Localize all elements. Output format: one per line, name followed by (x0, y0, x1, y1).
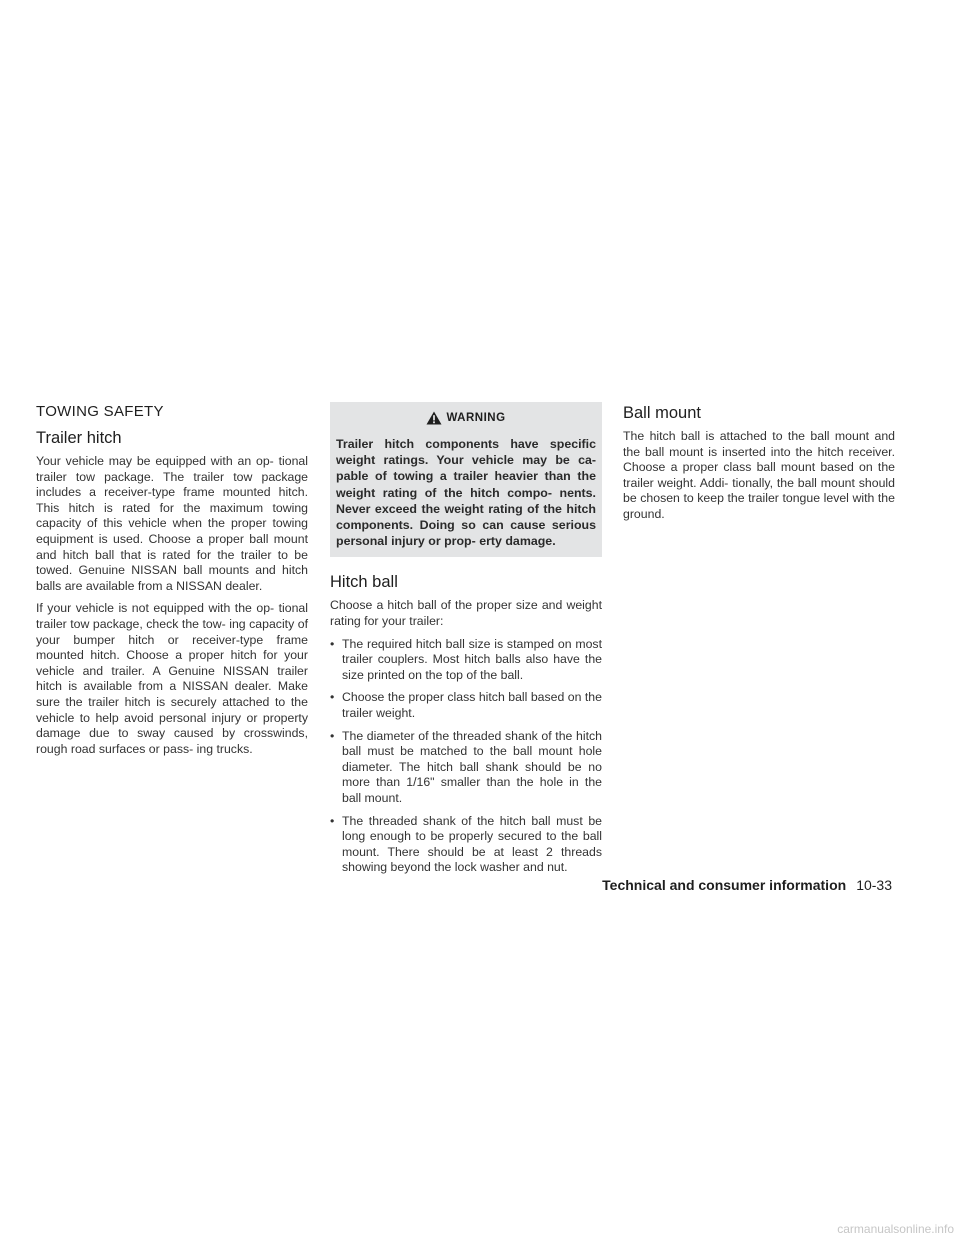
list-item: • The required hitch ball size is stamped on most trailer couplers. Most hitch balls also have the size printed on the top of the ball. (330, 637, 602, 684)
section-title: TOWING SAFETY (36, 403, 164, 420)
warning-label: WARNING (446, 412, 506, 424)
warning-triangle-icon (426, 411, 442, 425)
column-right (623, 402, 895, 530)
page-number: 10-33 (856, 877, 892, 893)
list-item: • Choose the proper class hitch ball based on the trailer weight. (330, 690, 602, 721)
list-item: • The diameter of the threaded shank of the hitch ball must be matched to the ball mount hole diameter. The hitch ball shank should be no more than 1/16" smaller than the hole in the ball mount. (330, 729, 602, 807)
paragraph-trailer-hitch-2: If your vehicle is not equipped with the op- tional trailer tow package, check the tow- ing capacity of your bumper hitch or receiver-type frame mounted hitch. Choose a proper hitch for your vehicle and trailer. A Genuine NISSAN trailer hitch is available from a NISSAN dealer. Make sure the trailer hitch is securely attached to the vehicle to help avoid personal injury or property damage due to sway caused by crosswinds, rough road surfaces or pass- ing trucks. (36, 601, 308, 756)
column-left (36, 402, 308, 764)
watermark: carmanualsonline.info (837, 1222, 954, 1236)
warning-text: Trailer hitch components have specific weight ratings. Your vehicle may be ca- pable of towing a trailer heavier than the weight rating of the hitch compo- nents. Never exceed the weight rating of the hitch components. Doing so can cause serious personal injury or prop- erty damage. (336, 437, 596, 549)
paragraph-ball-mount: The hitch ball is attached to the ball mount and the ball mount is inserted into the hitch receiver. Choose a proper class ball mount based on the trailer weight. Addi- tionally, the ball mount should be chosen to keep the trailer tongue level with the ground. (623, 429, 895, 521)
warning-header (336, 408, 596, 428)
page-footer (602, 877, 892, 893)
heading-trailer-hitch: Trailer hitch (36, 429, 122, 447)
column-middle (330, 402, 602, 883)
hitch-ball-list (330, 637, 602, 876)
heading-hitch-ball: Hitch ball (330, 573, 398, 592)
footer-chapter-title: Technical and consumer information (602, 877, 847, 893)
paragraph-trailer-hitch-1: Your vehicle may be equipped with an op- tional trailer tow package. The trailer tow package includes a receiver-type frame mounted hitch. This hitch is rated for the maximum towing capacity of this vehicle when the proper towing equipment is used. Choose a proper ball mount and hitch ball that is rated for the trailer to be towed. Genuine NISSAN ball mounts and hitch balls are available from a NISSAN dealer. (36, 454, 308, 593)
list-item: • The threaded shank of the hitch ball must be long enough to be properly secured to the ball mount. There should be at least 2 threads showing beyond the lock washer and nut. (330, 814, 602, 876)
warning-box (330, 402, 602, 557)
heading-ball-mount: Ball mount (623, 404, 701, 422)
paragraph-hitch-ball-intro: Choose a hitch ball of the proper size and weight rating for your trailer: (330, 598, 602, 629)
